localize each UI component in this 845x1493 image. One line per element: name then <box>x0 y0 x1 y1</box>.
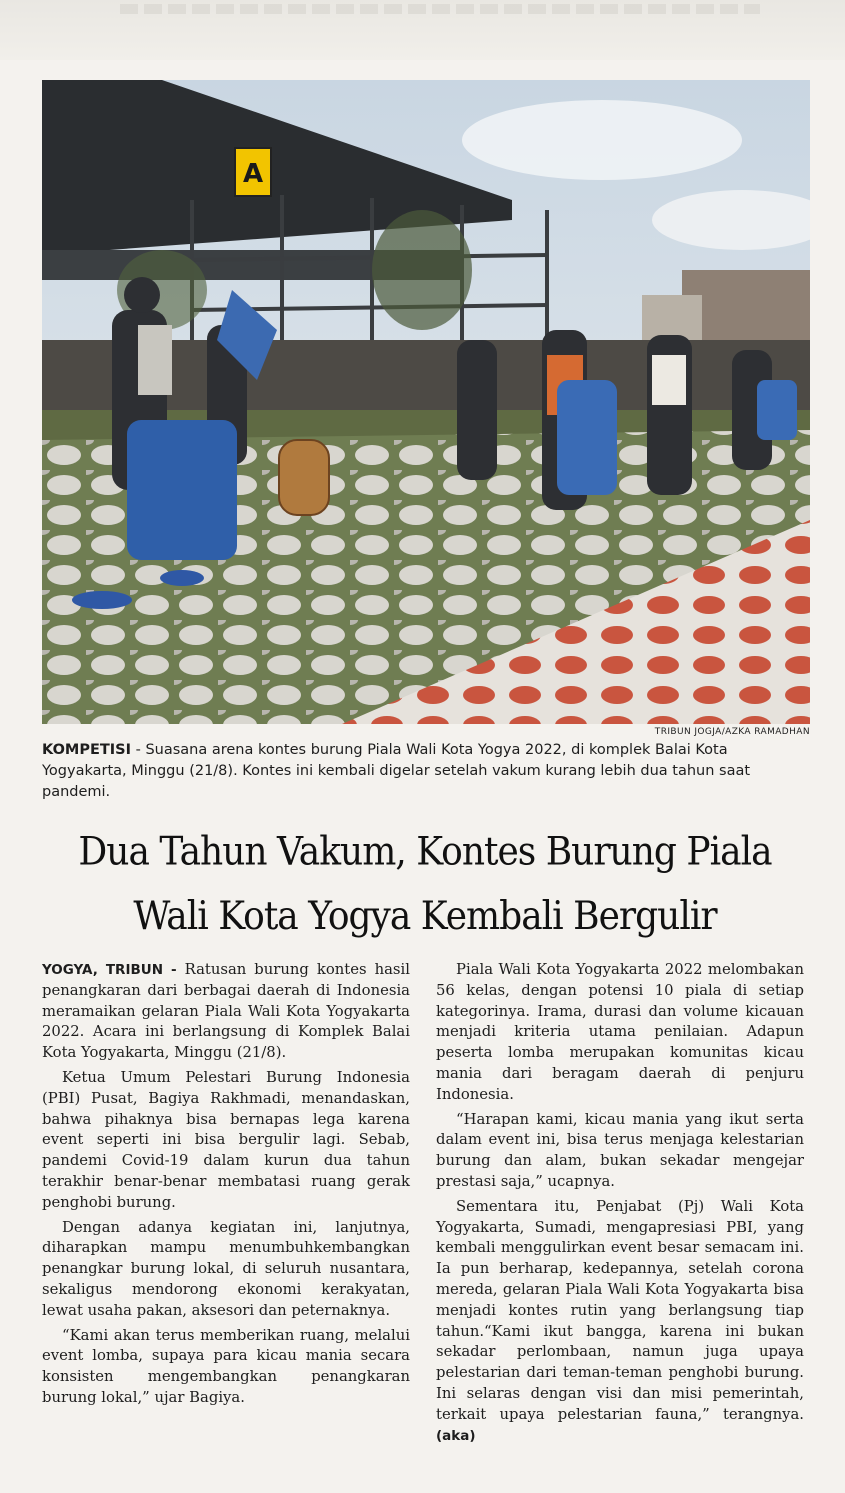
previous-article-remnant <box>0 0 845 60</box>
paragraph-1-text: Ratusan burung kontes hasil penangkaran dari berbagai daerah di Indonesia meramaikan gelaran Piala Wali Kota Yogyakarta 2022. Acara ini berlangsung di Komplek Balai Kota Yogyakarta, Minggu (21/8). <box>42 961 410 1062</box>
bird-contest-scene <box>42 80 810 724</box>
photo-credit: TRIBUN JOGJA/AZKA RAMADHAN <box>654 727 810 737</box>
article-paragraph: Ketua Umum Pelestari Burung Indonesia (PBI) Pusat, Bagiya Rakhmadi, menandaskan, bahwa pihaknya bisa bernapas lega karena event seperti ini bisa bergulir lagi. Sebab, pandemi Covid-19 dalam kurun dua tahun terakhir benar-benar membatasi ruang gerak penghobi burung. <box>42 1068 410 1211</box>
sign-a-letter: A <box>242 159 264 189</box>
photo-caption <box>42 740 810 803</box>
article-paragraph <box>42 960 410 1064</box>
article-paragraph: Dengan adanya kegiatan ini, lanjutnya, diharapkan mampu menumbuhkembangkan penangkar burung lokal, di seluruh nusantara, sekaligus mendorong ekonomi kerakyatan, lewat usaha pakan, aksesori dan peternaknya. <box>42 1218 410 1319</box>
article-column-right <box>436 960 804 1450</box>
dateline: YOGYA, TRIBUN - <box>42 962 177 978</box>
headline-line-2: Wali Kota Yogya Kembali Bergulir <box>133 894 717 939</box>
article-paragraph: “Harapan kami, kicau mania yang ikut serta dalam event ini, bisa terus menjaga kelestarian burung dan alam, bukan sekadar mengejar prestasi saja,” ucapnya. <box>436 1110 804 1190</box>
article-paragraph <box>436 1197 804 1447</box>
article-column-left <box>42 960 410 1413</box>
author-signoff: (aka) <box>436 1427 476 1444</box>
headline <box>30 820 820 950</box>
article-paragraph: Piala Wali Kota Yogyakarta 2022 melombakan 56 kelas, dengan potensi 10 piala di setiap kategorinya. Irama, durasi dan volume kicauan menjadi kriteria utama penilaian. Adapun peserta lomba merupakan komunitas kicau mania dari beragam daerah di penjuru Indonesia. <box>436 961 804 1103</box>
headline-line-1: Dua Tahun Vakum, Kontes Burung Piala <box>78 829 772 874</box>
article-paragraph: “Kami akan terus memberikan ruang, melalui event lomba, supaya para kicau mania secara konsisten mengembangkan penangkaran burung lokal,” ujar Bagiya. <box>42 1326 410 1406</box>
caption-lead: KOMPETISI <box>42 742 131 758</box>
faded-text-remnant <box>120 4 760 14</box>
paragraph-7-text: Sementara itu, Penjabat (Pj) Wali Kota Yogyakarta, Sumadi, mengapresiasi PBI, yang kembali menggulirkan event besar semacam ini. Ia pun berharap, kedepannya, setelah corona mereda, gelaran Piala Wali Kota Yogyakarta bisa menjadi kontes rutin yang berlangsung tiap tahun.“Kami ikut bangga, karena ini bukan sekadar perlombaan, namun juga upaya pelestarian dari teman-teman penghobi burung. Ini selaras dengan visi dan misi pemerintah, terkait upaya pelestarian fauna,” terangnya. <box>436 1197 804 1423</box>
news-photo <box>42 80 810 724</box>
caption-text: - Suasana arena kontes burung Piala Wali Kota Yogya 2022, di komplek Balai Kota Yogyakarta, Minggu (21/8). Kontes ini kembali digelar setelah vakum kurang lebih dua tahun saat pandemi. <box>42 742 751 800</box>
